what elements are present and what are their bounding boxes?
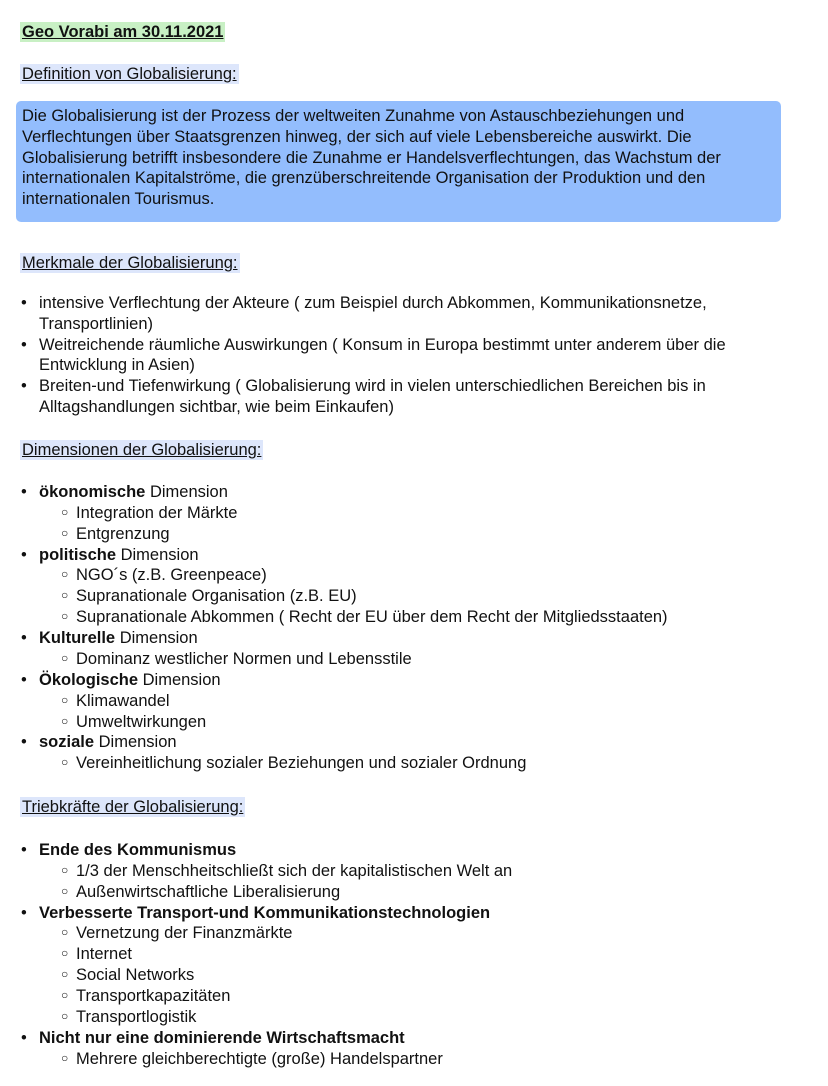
sub-list-item: ○ Integration der Märkte bbox=[39, 503, 800, 524]
list-item bbox=[20, 376, 800, 418]
dimension-suffix: Dimension bbox=[94, 733, 177, 752]
sub-list bbox=[39, 1049, 800, 1070]
dimension-suffix: Dimension bbox=[145, 483, 228, 501]
page-title: Geo Vorabi am 30.11.2021 bbox=[22, 23, 224, 41]
list-item bbox=[20, 903, 800, 1028]
dimension-name: politische bbox=[39, 545, 117, 564]
merkmal-text: intensive Verflechtung der Akteure ( zum Beispiel durch Abkommen, Kommunikationsnetze, Transportlinien) bbox=[39, 294, 707, 333]
sub-list-item: ○ Social Networks bbox=[39, 965, 800, 986]
sub-list bbox=[39, 923, 800, 1028]
dimension-suffix: Dimension bbox=[116, 545, 199, 564]
merkmal-text: Breiten-und Tiefenwirkung ( Globalisierung wird in vielen unterschiedlichen Bereichen bis in Alltagshandlungen sichtbar, wie beim Einkaufen) bbox=[39, 377, 706, 416]
sub-list-item: ○ Internet bbox=[39, 944, 800, 965]
sub-list-item: ○ 1/3 der Menschheitschließt sich der kapitalistischen Welt an bbox=[39, 861, 800, 882]
sub-list bbox=[39, 691, 800, 733]
sub-list-item: ○ Vernetzung der Finanzmärkte bbox=[39, 923, 800, 944]
dimensionen-heading: Dimensionen der Globalisierung: bbox=[22, 441, 262, 459]
definition-box bbox=[16, 101, 781, 222]
triebkraefte-list bbox=[20, 840, 800, 1070]
merkmal-text: Weitreichende räumliche Auswirkungen ( Konsum in Europa bestimmt unter anderem über die Entwicklung in Asien) bbox=[39, 335, 726, 375]
sub-list-item: ○ NGO´s (z.B. Greenpeace) bbox=[39, 565, 800, 586]
sub-list bbox=[39, 753, 800, 774]
dimension-name: Ökologische bbox=[39, 670, 139, 689]
triebkraft-name: Nicht nur eine dominierende Wirtschaftsmacht bbox=[39, 1028, 405, 1047]
sub-list-item: ○ Mehrere gleichberechtigte (große) Handelspartner bbox=[39, 1049, 800, 1070]
sub-list-item: ○ Supranationale Abkommen ( Recht der EU über dem Recht der Mitgliedsstaaten) bbox=[39, 607, 800, 628]
list-item bbox=[20, 335, 800, 377]
sub-list bbox=[39, 565, 800, 628]
dimension-name: soziale bbox=[39, 733, 95, 752]
sub-list-item: ○ Klimawandel bbox=[39, 691, 800, 712]
sub-list-item: ○ Transportkapazitäten bbox=[39, 986, 800, 1007]
dimension-suffix: Dimension bbox=[138, 670, 221, 689]
list-item bbox=[20, 628, 800, 670]
sub-list bbox=[39, 503, 800, 545]
sub-list bbox=[39, 861, 800, 903]
dimension-suffix: Dimension bbox=[115, 629, 198, 648]
sub-list-item: ○ Vereinheitlichung sozialer Beziehungen und sozialer Ordnung bbox=[39, 753, 800, 774]
sub-list-item: ○ Umweltwirkungen bbox=[39, 712, 800, 733]
triebkraft-name: Ende des Kommunismus bbox=[39, 841, 237, 859]
list-item bbox=[20, 545, 800, 629]
sub-list-item: ○ Supranationale Organisation (z.B. EU) bbox=[39, 586, 800, 607]
list-item bbox=[20, 732, 800, 774]
list-item bbox=[20, 482, 800, 545]
sub-list-item: ○ Entgrenzung bbox=[39, 524, 800, 545]
sub-list-item: ○ Außenwirtschaftliche Liberalisierung bbox=[39, 882, 800, 903]
triebkraft-name: Verbesserte Transport-und Kommunikationstechnologien bbox=[39, 903, 491, 922]
definition-heading: Definition von Globalisierung: bbox=[22, 65, 237, 83]
dimension-name: ökonomische bbox=[39, 483, 146, 501]
merkmale-heading: Merkmale der Globalisierung: bbox=[22, 254, 238, 272]
list-item bbox=[20, 840, 800, 903]
sub-list-item: ○ Transportlogistik bbox=[39, 1007, 800, 1028]
merkmale-list bbox=[20, 293, 800, 418]
definition-text: Die Globalisierung ist der Prozess der weltweiten Zunahme von Astauschbeziehungen und Verflechtungen über Staatsgrenzen hinweg, der sich auf viele Lebensbereiche auswirkt. Die Globalisierung betrifft insbesondere die Zunahme er Handelsverflechtungen, das Wachstum der internationalen Kapitalströme, die grenzüberschreitende Organisation der Produktion und den internationalen Tourismus. bbox=[22, 107, 721, 209]
list-item bbox=[20, 293, 800, 335]
list-item bbox=[20, 670, 800, 733]
dimensionen-list bbox=[20, 482, 800, 774]
triebkraefte-heading: Triebkräfte der Globalisierung: bbox=[22, 798, 244, 816]
dimension-name: Kulturelle bbox=[39, 629, 116, 648]
sub-list-item: ○ Dominanz westlicher Normen und Lebensstile bbox=[39, 649, 800, 670]
list-item bbox=[20, 1028, 800, 1070]
sub-list bbox=[39, 649, 800, 670]
